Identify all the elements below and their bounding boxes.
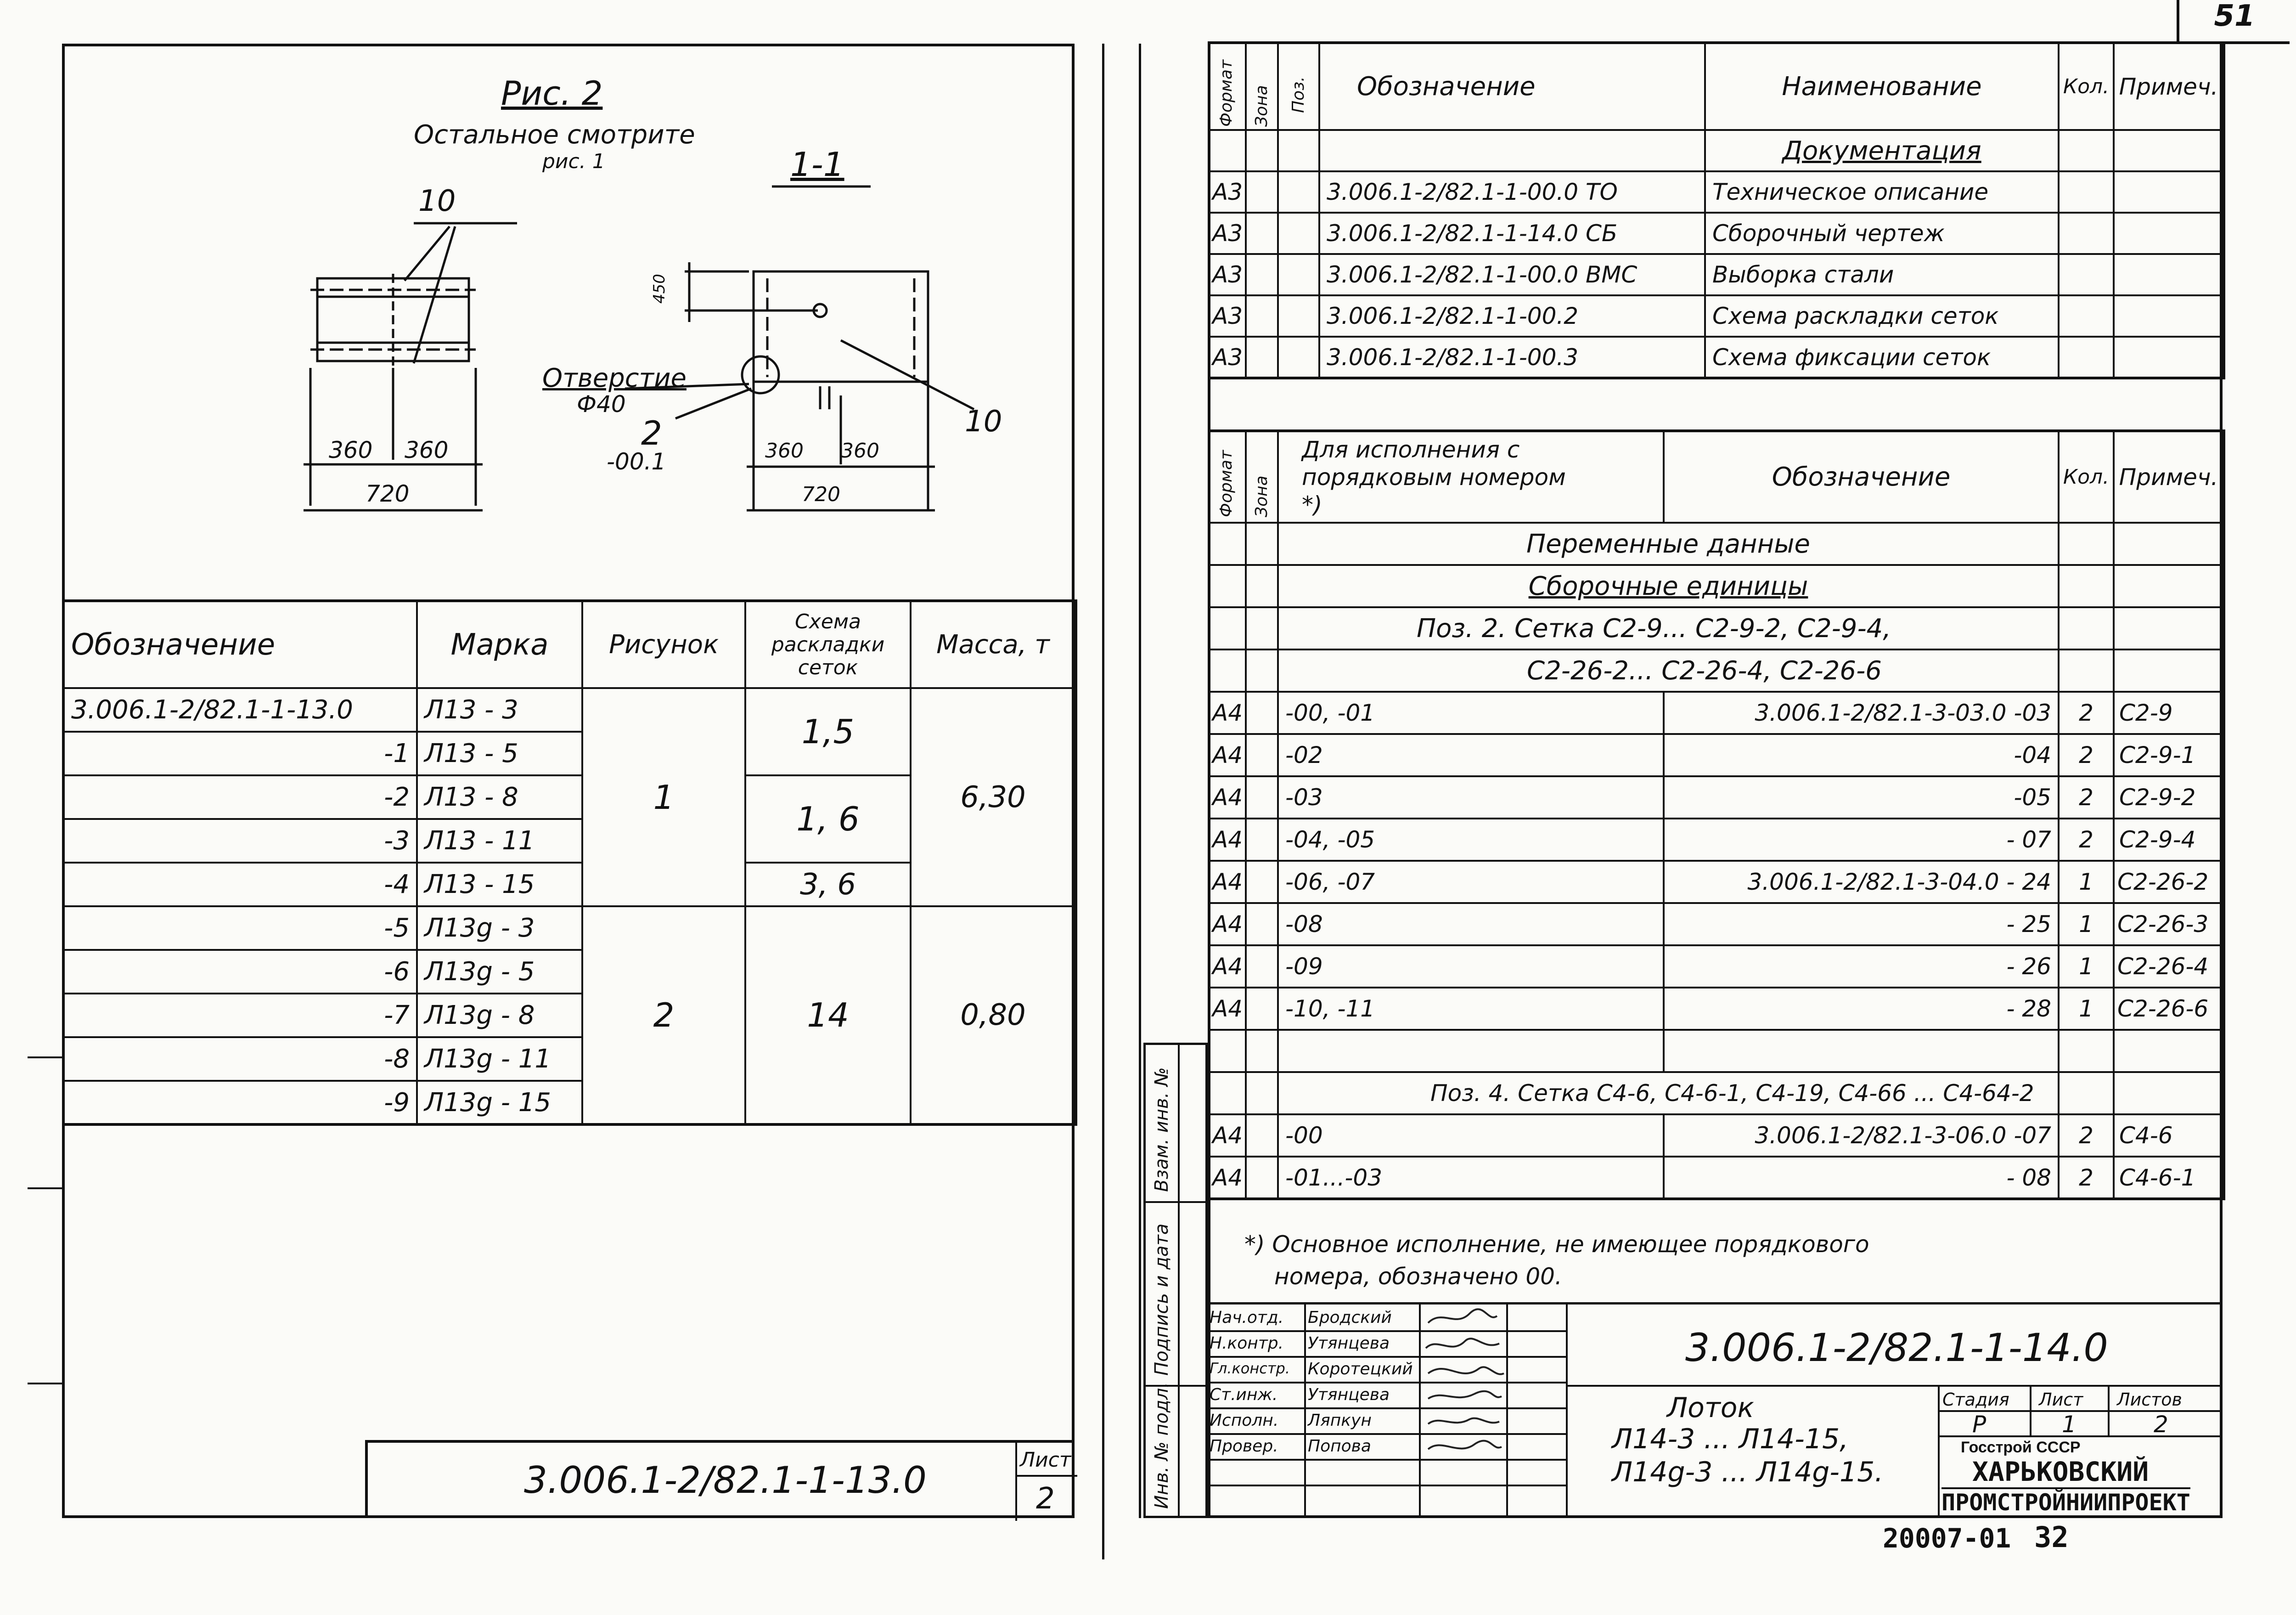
var-row-note: С4-6-1 — [2114, 1157, 2224, 1199]
footer-code-1: 20007-01 — [1883, 1523, 2011, 1554]
doc-row-name: Схема раскладки сеток — [1705, 295, 2059, 337]
var-section-2: Сборочные единицы — [1278, 565, 2059, 607]
right-binding-line — [1139, 44, 1141, 1518]
org-line-1: Госстрой СССР — [1961, 1439, 2081, 1456]
var-row-exec: -06, -07 — [1278, 861, 1664, 903]
org-line-3: ПРОМСТРОЙНИИПРОЕКТ — [1941, 1487, 2190, 1516]
col-header-mark: Марка — [417, 601, 582, 688]
var-col-format: Формат — [1209, 431, 1246, 523]
footnote-line-2: номера, обозначено 00. — [1274, 1263, 1562, 1290]
figure-subtitle: Остальное смотрите — [414, 120, 695, 150]
var-row-note: С2-26-3 — [2114, 903, 2224, 945]
signatures — [1419, 1304, 1506, 1461]
dim-450: 450 — [650, 274, 669, 304]
title-block-code: 3.006.1-2/82.1-1-14.0 — [1685, 1325, 2108, 1370]
doc-row-format: А3 — [1209, 171, 1246, 213]
figure-group-2: 2 — [582, 906, 745, 1124]
var-row-exec: -03 — [1278, 776, 1664, 819]
dim-left-1: 360 — [329, 437, 373, 463]
part-label: 2 — [641, 414, 662, 452]
name-2: Коротецкий — [1308, 1360, 1413, 1378]
doc-col-note: Примеч. — [2114, 43, 2224, 130]
var-row-format: А4 — [1209, 861, 1246, 903]
var-col-note: Примеч. — [2114, 431, 2224, 523]
hole-label: Отверстие — [542, 363, 687, 393]
table-row-mark: Л13 - 5 — [417, 732, 582, 775]
dim-right-1: 360 — [765, 439, 804, 463]
dim-left-total: 720 — [366, 480, 410, 507]
doc-row-name: Техническое описание — [1705, 171, 2059, 213]
left-stamp-sheet-label: Лист — [1020, 1448, 1071, 1472]
doc-col-zone: Зона — [1246, 43, 1278, 130]
role-2: Гл.констр. — [1210, 1360, 1290, 1377]
product-name: Лоток — [1667, 1392, 1754, 1424]
doc-row-designation: 3.006.1-2/82.1-1-00.3 — [1319, 337, 1705, 378]
var-row-exec: -02 — [1278, 734, 1664, 776]
doc-section-title: Документация — [1705, 130, 2059, 171]
var-row-qty: 1 — [2059, 903, 2114, 945]
sheet-label: Лист — [2039, 1389, 2083, 1410]
name-5: Попова — [1308, 1437, 1371, 1456]
mass-group-2: 0,80 — [911, 906, 1076, 1124]
var-row-qty: 2 — [2059, 819, 2114, 861]
table-row-mark: Л13 - 15 — [417, 863, 582, 906]
var-row-exec: -00 — [1278, 1114, 1664, 1157]
doc-row-name: Сборочный чертеж — [1705, 213, 2059, 254]
table-row: -8 — [63, 1037, 417, 1081]
product-line-2: Л14g-3 ... Л14g-15. — [1612, 1456, 1884, 1488]
var-row-exec: -04, -05 — [1278, 819, 1664, 861]
var-row-format: А4 — [1209, 734, 1246, 776]
var-row-qty: 1 — [2059, 945, 2114, 988]
doc-row-designation: 3.006.1-2/82.1-1-14.0 СБ — [1319, 213, 1705, 254]
var-row-format: А4 — [1209, 945, 1246, 988]
doc-row-designation: 3.006.1-2/82.1-1-00.0 ВМС — [1319, 254, 1705, 295]
var-row-designation: - 07 — [1664, 819, 2059, 861]
figure-area — [65, 46, 1072, 602]
var-row-designation: 3.006.1-2/82.1-3-03.0 -03 — [1664, 692, 2059, 734]
var-row-exec: -09 — [1278, 945, 1664, 988]
sheets-label: Листов — [2117, 1389, 2182, 1410]
var-col-exec: Для исполнения с порядковым номером *) — [1278, 431, 1664, 523]
var-row-exec: -00, -01 — [1278, 692, 1664, 734]
scheme-1: 1,5 — [745, 688, 911, 775]
part-sub: -00.1 — [607, 448, 666, 475]
doc-col-format: Формат — [1209, 43, 1246, 130]
footer-code-2: 32 — [2034, 1520, 2069, 1554]
doc-row-format: А3 — [1209, 254, 1246, 295]
figure-group-1: 1 — [582, 688, 745, 906]
table-row-mark: Л13 - 8 — [417, 775, 582, 819]
figure-title: Рис. 2 — [501, 74, 603, 113]
product-line-1: Л14-3 ... Л14-15, — [1612, 1423, 1849, 1455]
table-row-mark: Л13g - 3 — [417, 906, 582, 950]
scheme-2: 1, 6 — [745, 775, 911, 863]
col-header-designation: Обозначение — [63, 601, 417, 688]
table-row: -4 — [63, 863, 417, 906]
section-label: 1-1 — [790, 145, 844, 184]
role-3: Ст.инж. — [1210, 1385, 1278, 1404]
var-row-designation: - 26 — [1664, 945, 2059, 988]
var-row-qty: 2 — [2059, 1114, 2114, 1157]
role-4: Исполн. — [1210, 1411, 1279, 1430]
dim-left-2: 360 — [405, 437, 449, 463]
name-4: Ляпкун — [1308, 1411, 1372, 1430]
table-row-mark: Л13g - 15 — [417, 1081, 582, 1124]
side-labels — [1143, 1043, 1208, 1518]
var-col-designation: Обозначение — [1664, 431, 2059, 523]
side-label-inv: Инв. № подл. — [1151, 1382, 1172, 1509]
table-row-mark: Л13g - 5 — [417, 950, 582, 994]
dim-right-2: 360 — [841, 439, 879, 463]
var-row-exec: -10, -11 — [1278, 988, 1664, 1030]
side-label-replace: Взам. инв. № — [1151, 1067, 1172, 1192]
table-row: -6 — [63, 950, 417, 994]
table-row: -7 — [63, 994, 417, 1037]
name-3: Утянцева — [1308, 1385, 1390, 1404]
doc-row-name: Выборка стали — [1705, 254, 2059, 295]
var-row-qty: 2 — [2059, 1157, 2114, 1199]
figure-subtitle-ref: рис. 1 — [542, 150, 605, 173]
name-1: Утянцева — [1308, 1334, 1390, 1353]
var-row-qty: 2 — [2059, 734, 2114, 776]
mass-group-1: 6,30 — [911, 688, 1076, 906]
var-row-designation: - 08 — [1664, 1157, 2059, 1199]
org-line-2: ХАРЬКОВСКИЙ — [1972, 1456, 2149, 1487]
var-row-format: А4 — [1209, 692, 1246, 734]
pos2-line-2: С2-26-2... С2-26-4, С2-26-6 — [1278, 649, 2059, 692]
doc-row-designation: 3.006.1-2/82.1-1-00.0 ТО — [1319, 171, 1705, 213]
callout-10-right: 10 — [965, 405, 1002, 439]
var-row-note: С2-9-2 — [2114, 776, 2224, 819]
var-section-1: Переменные данные — [1278, 523, 2059, 565]
pos2-line-1: Поз. 2. Сетка С2-9... С2-9-2, С2-9-4, — [1278, 607, 2059, 649]
scheme-4: 14 — [745, 906, 911, 1124]
page-number: 51 — [2177, 0, 2290, 44]
stage-value: Р — [1972, 1411, 1986, 1438]
col-header-figure: Рисунок — [582, 601, 745, 688]
var-row-format: А4 — [1209, 776, 1246, 819]
left-stamp-sheet-no: 2 — [1036, 1482, 1055, 1516]
sheets-value: 2 — [2154, 1411, 2168, 1438]
stage-label: Стадия — [1942, 1389, 2009, 1410]
center-gutter-line — [1102, 44, 1104, 1559]
var-row-designation: 3.006.1-2/82.1-3-04.0 - 24 — [1664, 861, 2059, 903]
footnote-line-1: *) Основное исполнение, не имеющее порядкового — [1244, 1231, 1869, 1258]
var-row-note: С2-26-2 — [2114, 861, 2224, 903]
var-row-designation: - 25 — [1664, 903, 2059, 945]
var-row-note: С4-6 — [2114, 1114, 2224, 1157]
var-row-exec: -01...-03 — [1278, 1157, 1664, 1199]
var-row-format: А4 — [1209, 1114, 1246, 1157]
table-row-mark: Л13 - 3 — [417, 688, 582, 732]
doc-col-pos: Поз. — [1278, 43, 1319, 130]
table-row: -3 — [63, 819, 417, 863]
role-1: Н.контр. — [1210, 1334, 1284, 1353]
var-row-note: С2-26-4 — [2114, 945, 2224, 988]
var-row-designation: 3.006.1-2/82.1-3-06.0 -07 — [1664, 1114, 2059, 1157]
var-row-qty: 2 — [2059, 692, 2114, 734]
col-header-scheme: Схема раскладки сеток — [745, 601, 911, 688]
table-row: -2 — [63, 775, 417, 819]
doc-col-qty: Кол. — [2059, 43, 2114, 130]
var-row-format: А4 — [1209, 988, 1246, 1030]
sheet-value: 1 — [2062, 1411, 2077, 1438]
table-row: -9 — [63, 1081, 417, 1124]
table-row-mark: Л13g - 11 — [417, 1037, 582, 1081]
var-row-note: С2-9-4 — [2114, 819, 2224, 861]
var-col-zone: Зона — [1246, 431, 1278, 523]
table-row: -1 — [63, 732, 417, 775]
doc-row-format: А3 — [1209, 213, 1246, 254]
side-label-sign: Подпись и дата — [1151, 1223, 1172, 1376]
var-row-designation: -04 — [1664, 734, 2059, 776]
pos4-line: Поз. 4. Сетка С4-6, С4-6-1, С4-19, С4-66 ... С4-64-2 — [1278, 1072, 2059, 1114]
doc-col-name: Наименование — [1705, 43, 2059, 130]
var-row-note: С2-26-6 — [2114, 988, 2224, 1030]
variable-data-table — [1208, 429, 2225, 1200]
role-5: Провер. — [1210, 1437, 1278, 1456]
var-row-designation: -05 — [1664, 776, 2059, 819]
scheme-3: 3, 6 — [745, 863, 911, 906]
callout-10-left: 10 — [418, 184, 456, 218]
var-row-designation: - 28 — [1664, 988, 2059, 1030]
col-header-mass: Масса, т — [911, 601, 1076, 688]
table-row-mark: Л13g - 8 — [417, 994, 582, 1037]
left-stamp-code: 3.006.1-2/82.1-1-13.0 — [524, 1459, 927, 1502]
name-0: Бродский — [1308, 1308, 1392, 1327]
hole-diameter: Ф40 — [577, 391, 626, 418]
doc-row-format: А3 — [1209, 337, 1246, 378]
var-row-qty: 1 — [2059, 861, 2114, 903]
figure-drawing — [65, 46, 1072, 602]
var-row-format: А4 — [1209, 903, 1246, 945]
title-block — [1208, 1302, 2223, 1518]
marks-table — [62, 599, 1077, 1126]
doc-col-designation: Обозначение — [1319, 43, 1705, 130]
left-stamp — [365, 1440, 1075, 1518]
table-row: 3.006.1-2/82.1-1-13.0 — [63, 688, 417, 732]
doc-row-name: Схема фиксации сеток — [1705, 337, 2059, 378]
var-row-note: С2-9 — [2114, 692, 2224, 734]
var-row-exec: -08 — [1278, 903, 1664, 945]
var-row-format: А4 — [1209, 1157, 1246, 1199]
var-row-note: С2-9-1 — [2114, 734, 2224, 776]
var-row-qty: 1 — [2059, 988, 2114, 1030]
doc-table — [1208, 41, 2225, 379]
table-row: -5 — [63, 906, 417, 950]
role-0: Нач.отд. — [1210, 1308, 1284, 1327]
table-row-mark: Л13 - 11 — [417, 819, 582, 863]
doc-row-format: А3 — [1209, 295, 1246, 337]
dim-right-total: 720 — [802, 483, 840, 506]
var-col-qty: Кол. — [2059, 431, 2114, 523]
doc-row-designation: 3.006.1-2/82.1-1-00.2 — [1319, 295, 1705, 337]
var-row-qty: 2 — [2059, 776, 2114, 819]
var-row-format: А4 — [1209, 819, 1246, 861]
